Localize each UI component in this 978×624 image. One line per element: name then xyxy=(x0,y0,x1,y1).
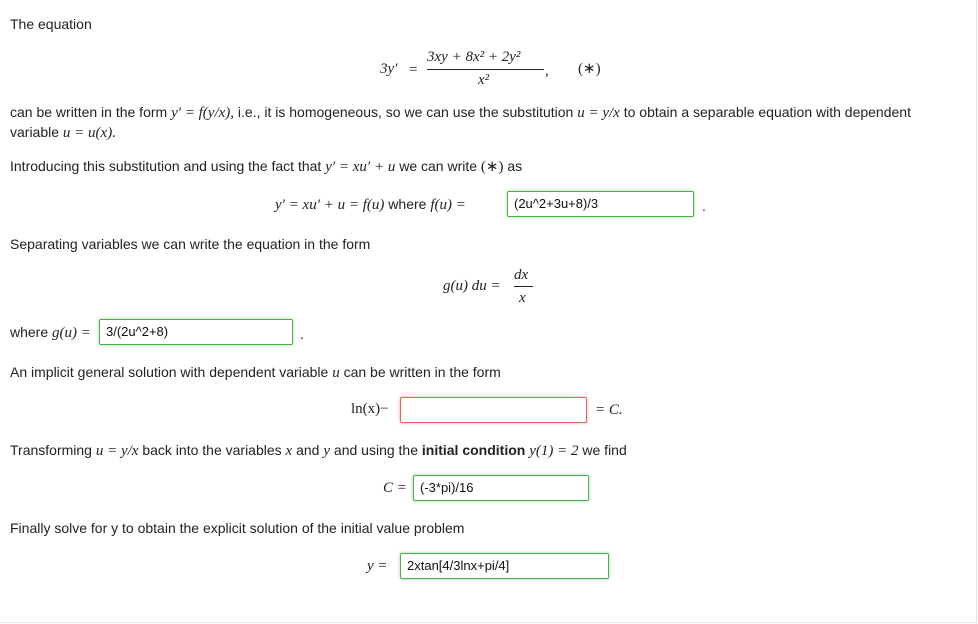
para3: Separating variables we can write the equation in the form xyxy=(10,236,371,252)
g-of-u-answer-input[interactable]: 3/(2u^2+8) xyxy=(99,319,293,345)
eq3-fraction-bar xyxy=(514,286,533,287)
para6: Finally solve for y to obtain the explicit solution of the initial value problem xyxy=(10,520,465,536)
intro-text: The equation xyxy=(10,16,92,32)
eq2-text: y′ = xu′ + u = f(u) where f(u) = xyxy=(275,196,466,213)
where-g-period: . xyxy=(300,326,304,342)
where-g-label: where g(u) = xyxy=(10,324,91,341)
y-answer-input[interactable]: 2xtan[4/3lnx+pi/4] xyxy=(400,553,609,579)
eq2-period: . xyxy=(702,198,706,214)
eq-main-tag: (∗) xyxy=(578,61,601,77)
eq-main-comma: , xyxy=(545,63,549,79)
para5: Transforming u = y/x back into the variables x and y and using the initial condition y(1) = 2 we find xyxy=(10,442,627,459)
eq-y-label: y = xyxy=(367,558,388,574)
eq-c-label: C = xyxy=(383,480,407,496)
para1-line1: can be written in the form y′ = f(y/x), i.e., it is homogeneous, so we can use the substitution u = y/x to obtain a separable equation with dependent xyxy=(10,104,911,121)
para4: An implicit general solution with dependent variable u can be written in the form xyxy=(10,364,501,381)
eq4-rhs: = C. xyxy=(595,402,623,418)
para2: Introducing this substitution and using the fact that y′ = xu′ + u we can write (∗) as xyxy=(10,158,523,175)
f-of-u-answer-input[interactable]: (2u^2+3u+8)/3 xyxy=(507,191,694,217)
eq3-denominator: x xyxy=(519,290,526,306)
implicit-solution-answer-input[interactable] xyxy=(400,397,587,423)
eq3-numerator: dx xyxy=(514,267,529,283)
eq-main-numerator: 3xy + 8x² + 2y² xyxy=(427,49,521,65)
para1-line2: variable u = u(x). xyxy=(10,124,116,141)
eq3-lhs: g(u) du = xyxy=(443,278,501,294)
eq4-lhs: ln(x)− xyxy=(351,401,389,417)
eq-main-lhs: 3y′ xyxy=(380,61,398,77)
eq-main-denominator: x² xyxy=(478,72,490,88)
eq-main-fraction-bar xyxy=(427,69,544,70)
c-answer-input[interactable]: (-3*pi)/16 xyxy=(413,475,589,501)
eq-main-equals: = xyxy=(409,62,418,78)
